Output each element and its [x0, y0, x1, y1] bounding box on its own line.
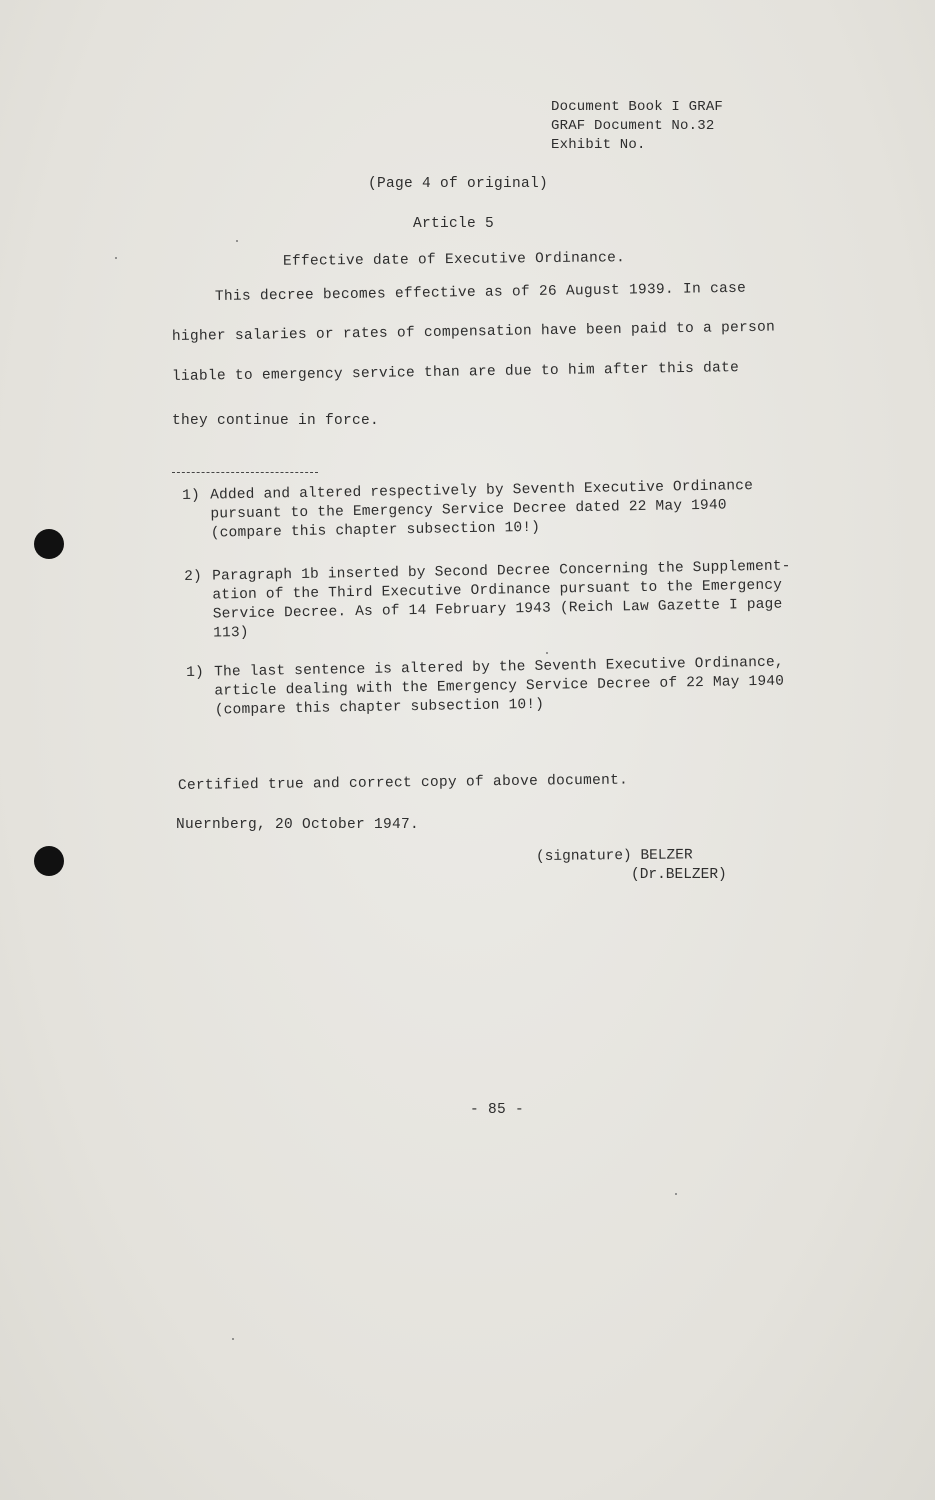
document-book-line: Document Book I GRAF — [551, 99, 724, 115]
paper-speck — [546, 652, 548, 654]
place-date: Nuernberg, 20 October 1947. — [176, 817, 420, 833]
paper-speck — [232, 1338, 234, 1340]
article-subject: Effective date of Executive Ordinance. — [282, 250, 626, 270]
document-reference — [551, 98, 723, 155]
footnote-line: (compare this chapter subsection 10!) — [210, 519, 541, 542]
footnote-number: 1) — [182, 487, 201, 504]
footnote-line: Added and altered respectively by Seventh Executive Ordinance — [210, 478, 754, 504]
body-line: liable to emergency service than are due to him after this date — [171, 360, 740, 385]
page-of-original: (Page 4 of original) — [368, 176, 549, 192]
punch-hole-top — [34, 529, 64, 559]
footnote-line: The last sentence is altered by the Seventh Executive Ordinance, — [214, 654, 784, 681]
footnote-line: pursuant to the Emergency Service Decree dated 22 May 1940 — [210, 497, 727, 523]
page-number: - 85 - — [470, 1102, 525, 1118]
footnote-line: (compare this chapter subsection 10!) — [214, 696, 545, 719]
signature-name: (Dr.BELZER) — [631, 867, 727, 883]
body-line: higher salaries or rates of compensation have been paid to a person — [171, 319, 776, 345]
footnote-line: 113) — [213, 624, 249, 642]
footnote-number: 1) — [186, 664, 205, 681]
article-heading: Article 5 — [413, 216, 495, 232]
paper-speck — [236, 240, 238, 242]
footnote-line: article dealing with the Emergency Service Decree of 22 May 1940 — [214, 673, 785, 700]
signature-line: (signature) BELZER — [535, 847, 693, 865]
paper-speck — [115, 257, 117, 259]
graf-document-line: GRAF Document No.32 — [551, 118, 715, 134]
certification: Certified true and correct copy of above document. — [177, 772, 629, 794]
footnote-divider — [172, 472, 318, 473]
footnote-number: 2) — [184, 568, 203, 585]
body-line: they continue in force. — [172, 413, 380, 429]
exhibit-line: Exhibit No. — [551, 137, 646, 153]
body-line: This decree becomes effective as of 26 August 1939. In case — [214, 280, 747, 305]
footnote-line: ation of the Third Executive Ordinance pursuant to the Emergency — [212, 577, 783, 604]
paper-speck — [675, 1193, 677, 1195]
punch-hole-bottom — [34, 846, 64, 876]
footnote-line: Paragraph 1b inserted by Second Decree Concerning the Supplement- — [212, 558, 791, 585]
footnote-line: Service Decree. As of 14 February 1943 (Reich Law Gazette I page — [212, 596, 783, 623]
